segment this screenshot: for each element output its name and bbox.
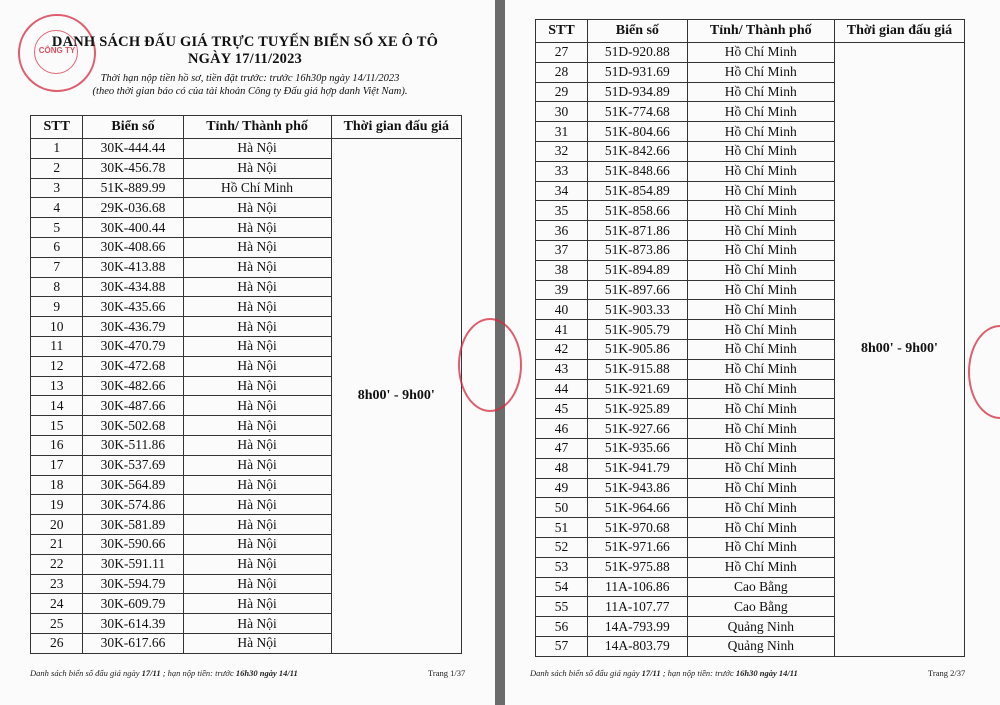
- row-stt: 11: [31, 336, 83, 356]
- row-plate: 51K-927.66: [588, 419, 688, 439]
- row-plate: 30K-511.86: [83, 435, 183, 455]
- row-city: Hồ Chí Minh: [687, 221, 834, 241]
- auction-time-slot: 8h00' - 9h00': [834, 43, 964, 657]
- footer-deadline: 16h30 ngày 14/11: [235, 668, 298, 678]
- row-city: Hồ Chí Minh: [687, 438, 834, 458]
- row-city: Hồ Chí Minh: [687, 359, 834, 379]
- row-city: Hồ Chí Minh: [687, 43, 834, 63]
- row-city: Hồ Chí Minh: [687, 240, 834, 260]
- row-city: Hồ Chí Minh: [687, 82, 834, 102]
- col-header-city: Tỉnh/ Thành phố: [183, 116, 331, 139]
- row-stt: 53: [536, 557, 588, 577]
- page-footer: [30, 668, 298, 678]
- row-stt: 28: [536, 62, 588, 82]
- row-stt: 23: [31, 574, 83, 594]
- row-plate: 51K-889.99: [83, 178, 183, 198]
- footer-middle: ; hạn nộp tiền: trước: [660, 668, 736, 678]
- row-plate: 51K-975.88: [588, 557, 688, 577]
- table-row: [31, 139, 462, 159]
- table-header-row: [536, 20, 965, 43]
- row-plate: 30K-591.11: [83, 554, 183, 574]
- row-plate: 30K-594.79: [83, 574, 183, 594]
- row-stt: 10: [31, 317, 83, 337]
- row-plate: 51K-905.79: [588, 320, 688, 340]
- row-city: Cao Bằng: [687, 577, 834, 597]
- row-city: Hồ Chí Minh: [687, 122, 834, 142]
- page-number: Trang 1/37: [428, 668, 466, 678]
- row-plate: 51D-934.89: [588, 82, 688, 102]
- page-footer: [530, 668, 798, 678]
- row-plate: 30K-581.89: [83, 515, 183, 535]
- document-date-title: NGÀY 17/11/2023: [187, 51, 303, 67]
- deadline-note-detail: (theo thời gian báo có của tài khoản Công ty Đấu giá hợp danh Việt Nam).: [92, 86, 408, 97]
- row-stt: 21: [31, 534, 83, 554]
- col-header-stt: STT: [536, 20, 588, 43]
- row-city: Hà Nội: [183, 455, 331, 475]
- row-plate: 51K-971.66: [588, 537, 688, 557]
- footer-prefix: Danh sách biển số đấu giá ngày: [530, 668, 642, 678]
- row-stt: 45: [536, 399, 588, 419]
- row-plate: 51K-915.88: [588, 359, 688, 379]
- row-plate: 51K-774.68: [588, 102, 688, 122]
- row-city: Hà Nội: [183, 416, 331, 436]
- row-stt: 13: [31, 376, 83, 396]
- seal-stamp-partial-left: [458, 318, 522, 412]
- row-stt: 20: [31, 515, 83, 535]
- row-city: Hồ Chí Minh: [687, 161, 834, 181]
- col-header-plate: Biển số: [588, 20, 688, 43]
- row-plate: 30K-400.44: [83, 218, 183, 238]
- row-city: Hồ Chí Minh: [687, 201, 834, 221]
- row-stt: 42: [536, 339, 588, 359]
- row-stt: 39: [536, 280, 588, 300]
- row-stt: 4: [31, 198, 83, 218]
- row-plate: 51K-935.66: [588, 438, 688, 458]
- row-stt: 30: [536, 102, 588, 122]
- col-header-stt: STT: [31, 116, 83, 139]
- row-city: Hà Nội: [183, 396, 331, 416]
- row-plate: 11A-106.86: [588, 577, 688, 597]
- row-plate: 51K-871.86: [588, 221, 688, 241]
- row-stt: 51: [536, 518, 588, 538]
- row-city: Hồ Chí Minh: [687, 498, 834, 518]
- row-stt: 17: [31, 455, 83, 475]
- footer-date: 17/11: [641, 668, 661, 678]
- row-stt: 54: [536, 577, 588, 597]
- row-plate: 30K-413.88: [83, 257, 183, 277]
- row-city: Hồ Chí Minh: [687, 320, 834, 340]
- row-plate: 30K-456.78: [83, 158, 183, 178]
- row-city: Hồ Chí Minh: [687, 537, 834, 557]
- row-plate: 51D-931.69: [588, 62, 688, 82]
- row-city: Hà Nội: [183, 198, 331, 218]
- row-city: Hồ Chí Minh: [687, 478, 834, 498]
- row-city: Hà Nội: [183, 297, 331, 317]
- row-plate: 29K-036.68: [83, 198, 183, 218]
- row-city: Hà Nội: [183, 218, 331, 238]
- row-city: Hà Nội: [183, 277, 331, 297]
- table-header-row: [31, 116, 462, 139]
- row-plate: 30K-434.88: [83, 277, 183, 297]
- row-stt: 46: [536, 419, 588, 439]
- col-header-time: Thời gian đấu giá: [834, 20, 964, 43]
- auction-time-slot: 8h00' - 9h00': [331, 139, 461, 654]
- row-city: Hồ Chí Minh: [687, 62, 834, 82]
- footer-date: 17/11: [141, 668, 161, 678]
- row-plate: 30K-614.39: [83, 614, 183, 634]
- row-city: Hà Nội: [183, 614, 331, 634]
- row-plate: 14A-803.79: [588, 636, 688, 656]
- row-stt: 1: [31, 139, 83, 159]
- row-plate: 51K-943.86: [588, 478, 688, 498]
- row-plate: 30K-564.89: [83, 475, 183, 495]
- row-city: Hà Nội: [183, 574, 331, 594]
- row-stt: 27: [536, 43, 588, 63]
- col-header-city: Tỉnh/ Thành phố: [687, 20, 834, 43]
- row-city: Hà Nội: [183, 594, 331, 614]
- auction-table-page-1: [30, 115, 462, 654]
- row-stt: 12: [31, 356, 83, 376]
- footer-prefix: Danh sách biển số đấu giá ngày: [30, 668, 142, 678]
- row-plate: 30K-502.68: [83, 416, 183, 436]
- row-stt: 33: [536, 161, 588, 181]
- row-stt: 15: [31, 416, 83, 436]
- row-plate: 51K-894.89: [588, 260, 688, 280]
- row-stt: 43: [536, 359, 588, 379]
- row-city: Hồ Chí Minh: [687, 379, 834, 399]
- row-plate: 51K-970.68: [588, 518, 688, 538]
- row-stt: 40: [536, 300, 588, 320]
- row-plate: 51D-920.88: [588, 43, 688, 63]
- row-city: Hà Nội: [183, 435, 331, 455]
- row-plate: 30K-470.79: [83, 336, 183, 356]
- row-city: Hồ Chí Minh: [687, 260, 834, 280]
- row-city: Hà Nội: [183, 336, 331, 356]
- row-city: Hồ Chí Minh: [183, 178, 331, 198]
- row-plate: 51K-858.66: [588, 201, 688, 221]
- page-number: Trang 2/37: [928, 668, 966, 678]
- row-plate: 30K-472.68: [83, 356, 183, 376]
- col-header-time: Thời gian đấu giá: [331, 116, 461, 139]
- row-stt: 26: [31, 633, 83, 653]
- row-stt: 52: [536, 537, 588, 557]
- row-plate: 51K-921.69: [588, 379, 688, 399]
- row-plate: 51K-897.66: [588, 280, 688, 300]
- row-stt: 49: [536, 478, 588, 498]
- row-plate: 51K-873.86: [588, 240, 688, 260]
- row-plate: 30K-537.69: [83, 455, 183, 475]
- row-city: Hà Nội: [183, 158, 331, 178]
- row-city: Hà Nội: [183, 139, 331, 159]
- row-plate: 30K-574.86: [83, 495, 183, 515]
- row-stt: 9: [31, 297, 83, 317]
- row-plate: 30K-487.66: [83, 396, 183, 416]
- row-city: Quảng Ninh: [687, 617, 834, 637]
- row-city: Hồ Chí Minh: [687, 339, 834, 359]
- row-city: Hồ Chí Minh: [687, 102, 834, 122]
- row-city: Hà Nội: [183, 534, 331, 554]
- row-stt: 47: [536, 438, 588, 458]
- row-city: Hà Nội: [183, 633, 331, 653]
- row-city: Hà Nội: [183, 554, 331, 574]
- row-plate: 30K-617.66: [83, 633, 183, 653]
- row-plate: 30K-444.44: [83, 139, 183, 159]
- row-city: Hồ Chí Minh: [687, 399, 834, 419]
- stamp-label: CÔNG TY: [38, 46, 76, 55]
- row-plate: 30K-482.66: [83, 376, 183, 396]
- row-stt: 19: [31, 495, 83, 515]
- row-city: Hà Nội: [183, 376, 331, 396]
- row-stt: 37: [536, 240, 588, 260]
- row-plate: 14A-793.99: [588, 617, 688, 637]
- row-stt: 50: [536, 498, 588, 518]
- row-city: Hồ Chí Minh: [687, 458, 834, 478]
- row-plate: 51K-842.66: [588, 141, 688, 161]
- row-stt: 22: [31, 554, 83, 574]
- row-plate: 51K-903.33: [588, 300, 688, 320]
- row-stt: 34: [536, 181, 588, 201]
- row-stt: 41: [536, 320, 588, 340]
- row-stt: 38: [536, 260, 588, 280]
- row-city: Hồ Chí Minh: [687, 518, 834, 538]
- row-stt: 25: [31, 614, 83, 634]
- row-stt: 24: [31, 594, 83, 614]
- row-city: Hồ Chí Minh: [687, 300, 834, 320]
- row-plate: 30K-436.79: [83, 317, 183, 337]
- row-stt: 2: [31, 158, 83, 178]
- row-plate: 51K-925.89: [588, 399, 688, 419]
- row-city: Hà Nội: [183, 317, 331, 337]
- row-stt: 16: [31, 435, 83, 455]
- document-title: DANH SÁCH ĐẤU GIÁ TRỰC TUYẾN BIỂN SỐ XE Ô TÔ: [51, 34, 439, 50]
- row-city: Hà Nội: [183, 475, 331, 495]
- row-city: Hà Nội: [183, 495, 331, 515]
- row-plate: 11A-107.77: [588, 597, 688, 617]
- table-row: [536, 43, 965, 63]
- row-stt: 44: [536, 379, 588, 399]
- row-stt: 56: [536, 617, 588, 637]
- row-stt: 14: [31, 396, 83, 416]
- row-city: Cao Bằng: [687, 597, 834, 617]
- row-plate: 51K-941.79: [588, 458, 688, 478]
- row-plate: 51K-804.66: [588, 122, 688, 142]
- row-city: Hà Nội: [183, 515, 331, 535]
- row-stt: 35: [536, 201, 588, 221]
- row-plate: 30K-435.66: [83, 297, 183, 317]
- row-city: Hồ Chí Minh: [687, 419, 834, 439]
- document-page-1: [0, 0, 495, 705]
- row-plate: 30K-609.79: [83, 594, 183, 614]
- row-stt: 48: [536, 458, 588, 478]
- row-plate: 51K-905.86: [588, 339, 688, 359]
- document-page-2: [505, 0, 1000, 705]
- row-city: Hồ Chí Minh: [687, 141, 834, 161]
- row-plate: 30K-590.66: [83, 534, 183, 554]
- row-stt: 31: [536, 122, 588, 142]
- footer-middle: ; hạn nộp tiền: trước: [160, 668, 236, 678]
- row-plate: 51K-964.66: [588, 498, 688, 518]
- row-stt: 6: [31, 237, 83, 257]
- row-stt: 7: [31, 257, 83, 277]
- auction-table-page-2: [535, 19, 965, 657]
- row-city: Hà Nội: [183, 237, 331, 257]
- row-stt: 18: [31, 475, 83, 495]
- row-plate: 51K-854.89: [588, 181, 688, 201]
- row-stt: 55: [536, 597, 588, 617]
- row-plate: 30K-408.66: [83, 237, 183, 257]
- deadline-note: Thời hạn nộp tiền hồ sơ, tiền đặt trước: trước 16h30p ngày 14/11/2023: [100, 73, 400, 84]
- col-header-plate: Biển số: [83, 116, 183, 139]
- row-city: Hà Nội: [183, 356, 331, 376]
- row-city: Hồ Chí Minh: [687, 280, 834, 300]
- row-stt: 57: [536, 636, 588, 656]
- row-stt: 36: [536, 221, 588, 241]
- row-stt: 32: [536, 141, 588, 161]
- footer-deadline: 16h30 ngày 14/11: [735, 668, 798, 678]
- row-city: Hà Nội: [183, 257, 331, 277]
- row-stt: 29: [536, 82, 588, 102]
- row-plate: 51K-848.66: [588, 161, 688, 181]
- row-city: Hồ Chí Minh: [687, 557, 834, 577]
- row-city: Hồ Chí Minh: [687, 181, 834, 201]
- row-stt: 3: [31, 178, 83, 198]
- row-city: Quảng Ninh: [687, 636, 834, 656]
- row-stt: 8: [31, 277, 83, 297]
- row-stt: 5: [31, 218, 83, 238]
